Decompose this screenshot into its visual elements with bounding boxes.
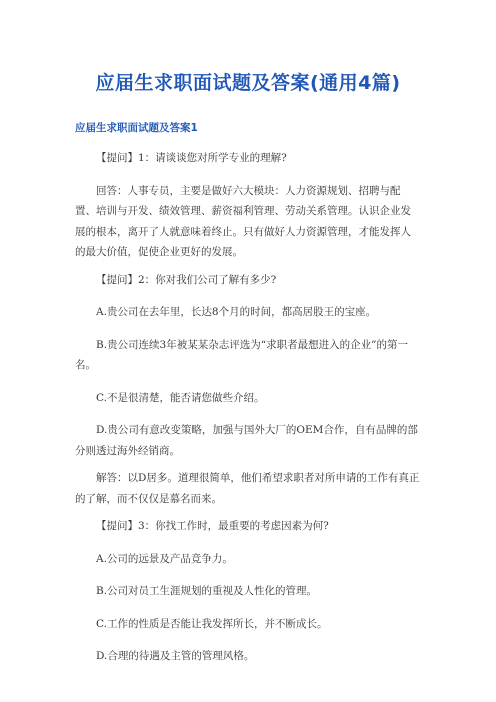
question-3: 【提问】3：你找工作时，最重要的考虑因素为何? [96, 520, 329, 532]
answer-2: 解答：以D居多。道理很简单，他们希望求职者对所申请的工作有真正的了解，而不仅仅是慕名而来。 [75, 472, 420, 505]
option-b: B.公司对员工生涯规划的重视及人性化的管理。 [96, 585, 318, 597]
section-title: 应届生求职面试题及答案1 [75, 122, 198, 134]
option-c: C.不是很清楚，能否请您做些介绍。 [96, 391, 265, 404]
question-2: 【提问】2：你对我们公司了解有多少? [96, 273, 277, 286]
question-1: 【提问】1：请谈谈您对所学专业的理解? [96, 152, 287, 164]
answer-1: 回答：人事专员，主要是做好六大模块：人力资源规划、招聘与配置、培训与开发、绩效管理、薪资福利管理、劳动关系管理。认识企业发展的根本，离开了人就意味着终止。只有做好人力资源管理，才能发挥人的最大价值，促使企业更好的发展。 [75, 184, 411, 258]
option-a: A.贵公司在去年里，长达8个月的时间，都高居股王的宝座。 [96, 306, 377, 318]
option-d: D.贵公司有意改变策略，加强与国外大厂的OEM合作，自有品牌的部分则透过海外经销商。 [75, 424, 418, 457]
document-body [75, 148, 421, 679]
option-a: A.公司的远景及产品竞争力。 [96, 552, 233, 565]
option-d: D.合理的待遇及主管的管理风格。 [96, 650, 255, 662]
document-title: 应届生求职面试题及答案(通用4篇) [95, 72, 401, 94]
option-c: C.工作的性质是否能让我发挥所长，并不断成长。 [96, 617, 328, 630]
option-b: B.贵公司连续3年被某某杂志评选为“求职者最想进入的企业”的第一名。 [75, 338, 408, 371]
